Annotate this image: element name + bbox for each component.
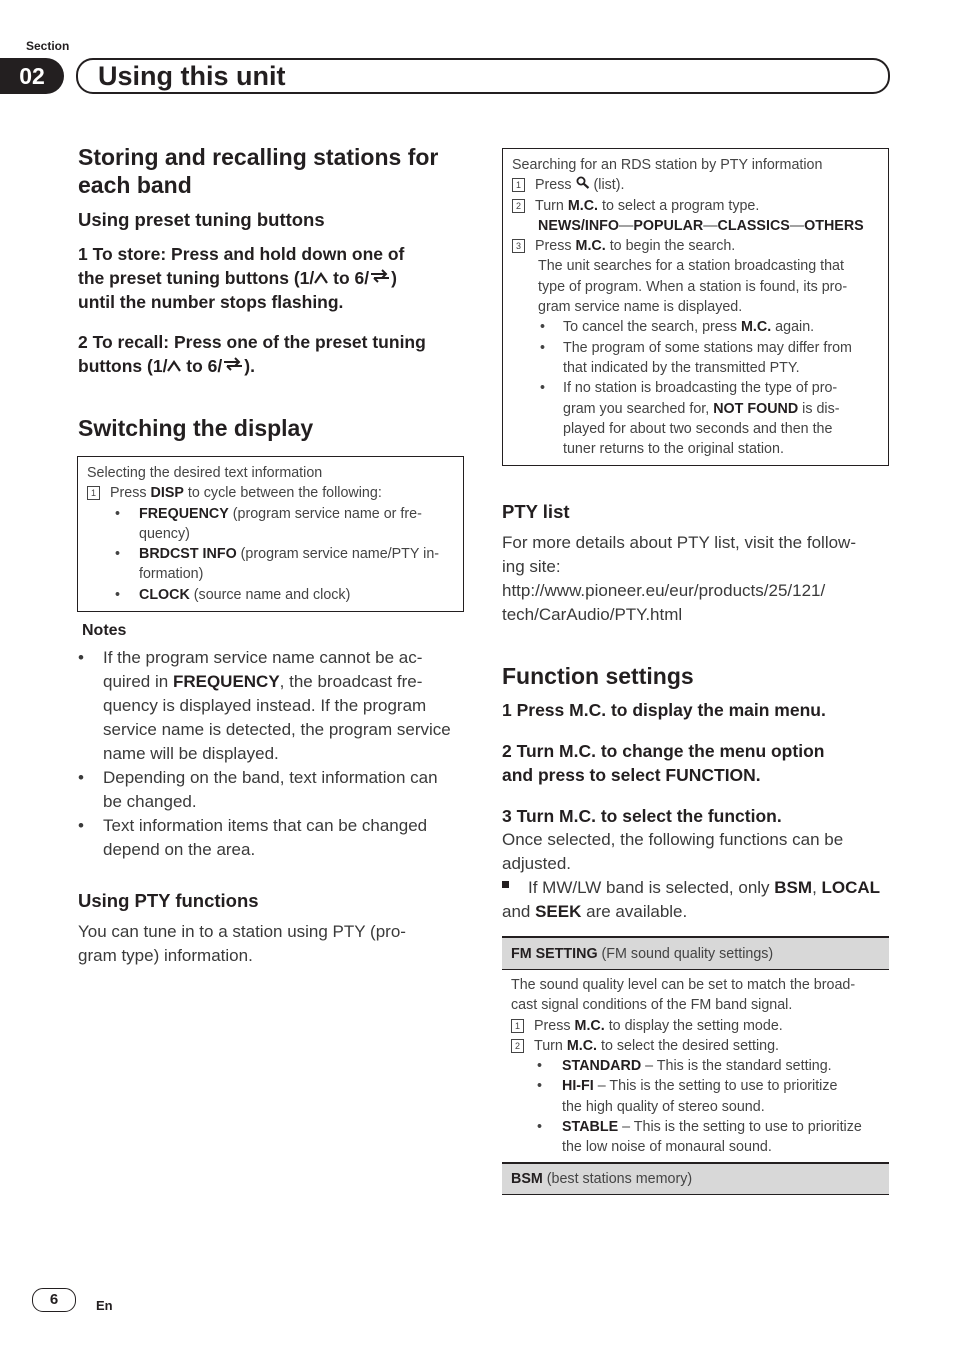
section-label: Section: [26, 39, 70, 53]
bsm-bar: BSM (best stations memory): [502, 1162, 889, 1195]
page-title-bar: [76, 58, 890, 94]
step-store: 1 To store: Press and hold down one of the preset tuning buttons (1/ to 6/ ) until the number stops flashing.: [78, 244, 405, 312]
fm-setting-bar: FM SETTING (FM sound quality settings): [502, 936, 889, 970]
search-icon: [576, 176, 590, 189]
heading-storing: Storing and recalling stations for each band: [78, 144, 439, 198]
list-item: • STANDARD – This is the standard setting.: [537, 1058, 832, 1075]
notes-title: Notes: [82, 622, 127, 639]
display-box: Selecting the desired text information 1 Press DISP to cycle between the following: • FREQUENCY (program service name or fre- quency) • BRDCST INFO (program service name/PTY in- formation) • CLOCK (source name and clock): [77, 456, 464, 612]
square-bullet-icon: [502, 881, 509, 888]
list-item: • The program of some stations may differ from that indicated by the transmitted PTY.: [540, 339, 852, 376]
repeat-icon: [369, 268, 391, 284]
pty-list-body: For more details about PTY list, visit the follow- ing site: http://www.pioneer.eu/eur/products/25/121/ tech/CarAudio/PTY.html: [502, 531, 897, 627]
fstep-1: 1 Press M.C. to display the main menu.: [502, 700, 826, 720]
repeat-icon: [222, 356, 244, 372]
heading-function-settings: Function settings: [502, 663, 694, 689]
up-arrow-icon: [314, 272, 328, 284]
page-number: 6: [32, 1288, 76, 1312]
fm-setting-box: The sound quality level can be set to match the broad- cast signal conditions of the FM band signal. 1 Press M.C. to display the setting mode. 2 Turn M.C. to select the desired setting. • STANDARD – This is the standard setting. • HI-FI – This is the setting to use to prioritize the high quality of stereo sound. • STABLE – This is the setting to use to prioritize the low noise of monaural sound.: [511, 975, 891, 1158]
rds-search-box: Searching for an RDS station by PTY information 1 Press (list). 2 Turn M.C. to select a program type. NEWS/INFO—POPULAR—CLASSICS—OTHERS 3 Press M.C. to begin the search. The unit searches for a station broadcasting that type of program. When a station is found, its pro- gram service name is displayed. • To cancel the search, press M.C. again. • The program of some stations may differ from that indicated by the transmitted PTY. • If no station is broadcasting the type of pro- gram you searched for, NOT FOUND is dis- played for about two seconds and then the tuner returns to the original station.: [502, 148, 889, 466]
pty-intro: You can tune in to a station using PTY (pro- gram type) information.: [78, 922, 406, 965]
up-arrow-icon: [167, 360, 181, 372]
notes-list: [78, 646, 468, 862]
page-title: Using this unit: [98, 61, 286, 91]
section-number: 02: [0, 58, 64, 94]
heading-pty-list: PTY list: [502, 501, 570, 522]
list-item: • BRDCST INFO (program service name/PTY in- formation): [115, 546, 440, 583]
list-item: • HI-FI – This is the setting to use to prioritize the high quality of stereo sound.: [537, 1078, 838, 1115]
list-item: • If the program service name cannot be ac- quired in FREQUENCY, the broadcast fre- quency is displayed instead. If the program service name is detected, the program service name will be displayed.: [78, 648, 451, 763]
pty-list-link[interactable]: http://www.pioneer.eu/eur/products/25/121/: [502, 581, 826, 600]
function-body: Once selected, the following functions can be adjusted. If MW/LW band is selected, only BSM, LOCAL and SEEK are available.: [502, 830, 881, 921]
display-box-caption: Selecting the desired text information: [87, 465, 323, 481]
heading-pty-functions: Using PTY functions: [78, 890, 259, 911]
pty-list-link[interactable]: tech/CarAudio/PTY.html: [502, 605, 683, 624]
list-item: • To cancel the search, press M.C. again.: [540, 319, 815, 336]
list-item: • CLOCK (source name and clock): [115, 586, 351, 603]
fstep-3: 3 Turn M.C. to select the function.: [502, 806, 782, 826]
step-recall: 2 To recall: Press one of the preset tuning buttons (1/ to 6/ ).: [78, 332, 426, 376]
list-item: • STABLE – This is the setting to use to prioritize the low noise of monaural sound.: [537, 1119, 862, 1156]
list-item: • Text information items that can be changed depend on the area.: [78, 816, 428, 859]
heading-preset: Using preset tuning buttons: [78, 209, 325, 230]
heading-switching-display: Switching the display: [78, 415, 314, 441]
list-item: • Depending on the band, text information can be changed.: [78, 768, 438, 811]
fstep-2: 2 Turn M.C. to change the menu option and press to select FUNCTION.: [502, 741, 825, 785]
language-label: En: [96, 1298, 113, 1313]
list-item: • FREQUENCY (program service name or fre- quency): [115, 505, 422, 542]
list-item: • If no station is broadcasting the type of pro- gram you searched for, NOT FOUND is dis- played for about two seconds and then the tuner returns to the original station.: [540, 380, 840, 458]
